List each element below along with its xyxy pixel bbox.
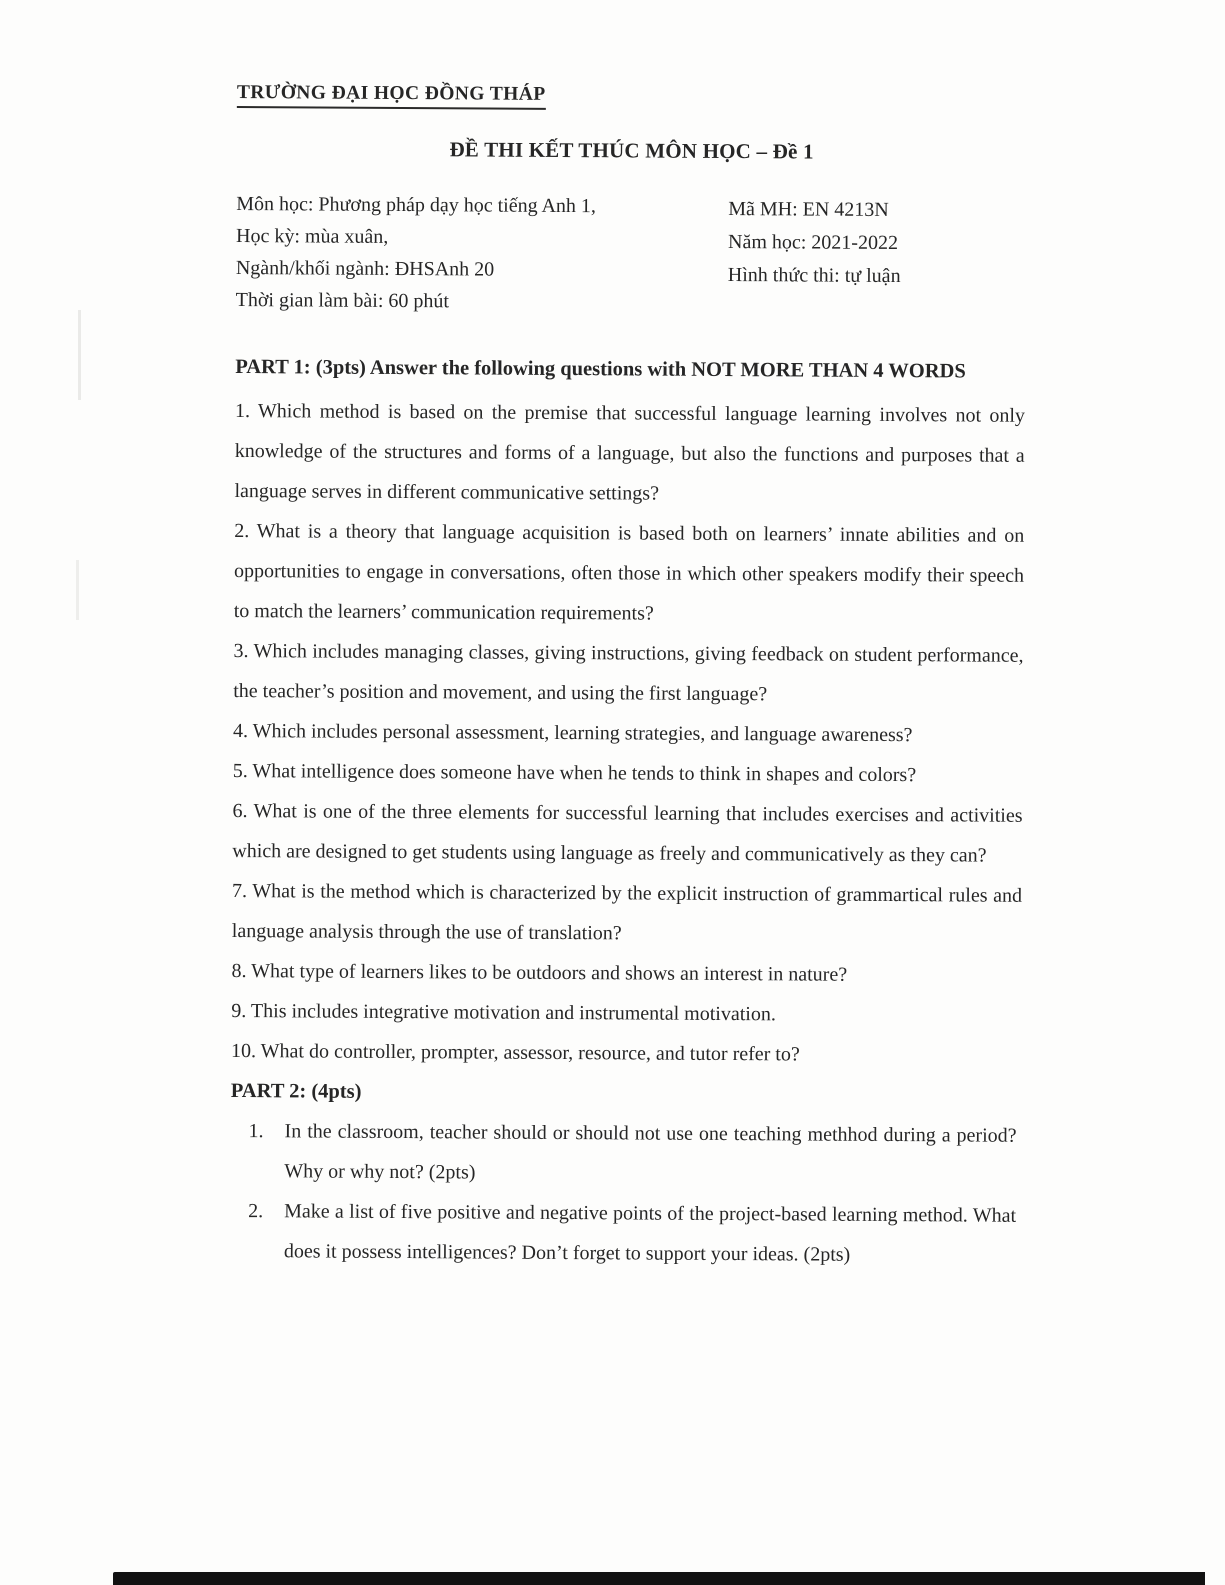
question-1: 1. Which method is based on the premise that successful language learning involves not only knowledge of the structures and forms of a language, but also the functions and purposes that a language serves in different communicative settings? (234, 399, 1026, 505)
scanned-content (230, 82, 1027, 1276)
question-9: 9. This includes integrative motivation and instrumental motivation. (231, 999, 776, 1026)
info-subject: Môn học: Phương pháp dạy học tiếng Anh 1, (236, 192, 597, 218)
question-4: 4. Which includes personal assessment, learning strategies, and language awareness? (232, 719, 913, 747)
question-5: 5. What intelligence does someone have when he tends to think in shapes and colors? (232, 759, 917, 787)
item-number: 1. (248, 1120, 264, 1143)
info-major: Ngành/khối ngành: ĐHSAnh 20 (235, 256, 495, 281)
info-duration: Thời gian làm bài: 60 phút (235, 288, 450, 313)
scan-edge-bottom (113, 1572, 1205, 1585)
question-8: 8. What type of learners likes to be outdoors and shows an interest in nature? (231, 959, 848, 986)
part2-heading: PART 2: (4pts) (230, 1079, 362, 1103)
exam-title: ĐỀ THI KẾT THÚC MÔN HỌC – Đề 1 (449, 137, 814, 164)
exam-info-left-column (236, 188, 729, 319)
part2-item-1 (230, 1111, 1020, 1196)
question-3: 3. Which includes managing classes, giving instructions, giving feedback on student performance, the teacher’s position and movement, and using the first language? (233, 639, 1024, 706)
scan-artifact (78, 310, 81, 400)
info-semester: Học kỳ: mùa xuân, (235, 224, 389, 248)
part2-items (230, 1111, 1021, 1276)
item-text: Make a list of five positive and negative points of the project-based learning method. What does it possess intelligences? Don’t forget to support your ideas. (2pts) (283, 1200, 1017, 1266)
scan-artifact (76, 560, 79, 620)
info-course-code: Mã MH: EN 4213N (728, 198, 889, 221)
part2-item-2 (230, 1191, 1020, 1276)
question-10: 10. What do controller, prompter, assessor, resource, and tutor refer to? (231, 1039, 800, 1066)
info-exam-format: Hình thức thi: tự luận (727, 264, 901, 288)
school-name: TRƯỜNG ĐẠI HỌC ĐỒNG THÁP (237, 82, 1027, 109)
question-2: 2. What is a theory that language acquisition is based both on learners’ innate abilities and on opportunities to engage in conversations, often those in which other speakers modify their speech to match the learners’ communication requirements? (233, 519, 1025, 625)
part1-heading: PART 1: (3pts) Answer the following questions with NOT MORE THAN 4 WORDS (235, 355, 966, 383)
part1-questions (231, 391, 1025, 1076)
exam-info-block (236, 188, 1027, 321)
question-6: 6. What is one of the three elements for successful learning that includes exercises and activities which are designed to get students using language as freely and communicatively as they can? (232, 799, 1023, 867)
item-text: In the classroom, teacher should or should not use one teaching methhod during a period? Why or why not? (2pts) (284, 1120, 1017, 1184)
info-academic-year: Năm học: 2021-2022 (727, 231, 899, 255)
exam-info-right-column (728, 191, 1027, 321)
question-7: 7. What is the method which is characterized by the explicit instruction of grammartical rules and language analysis through the use of translation? (231, 879, 1023, 945)
item-number: 2. (248, 1200, 264, 1223)
